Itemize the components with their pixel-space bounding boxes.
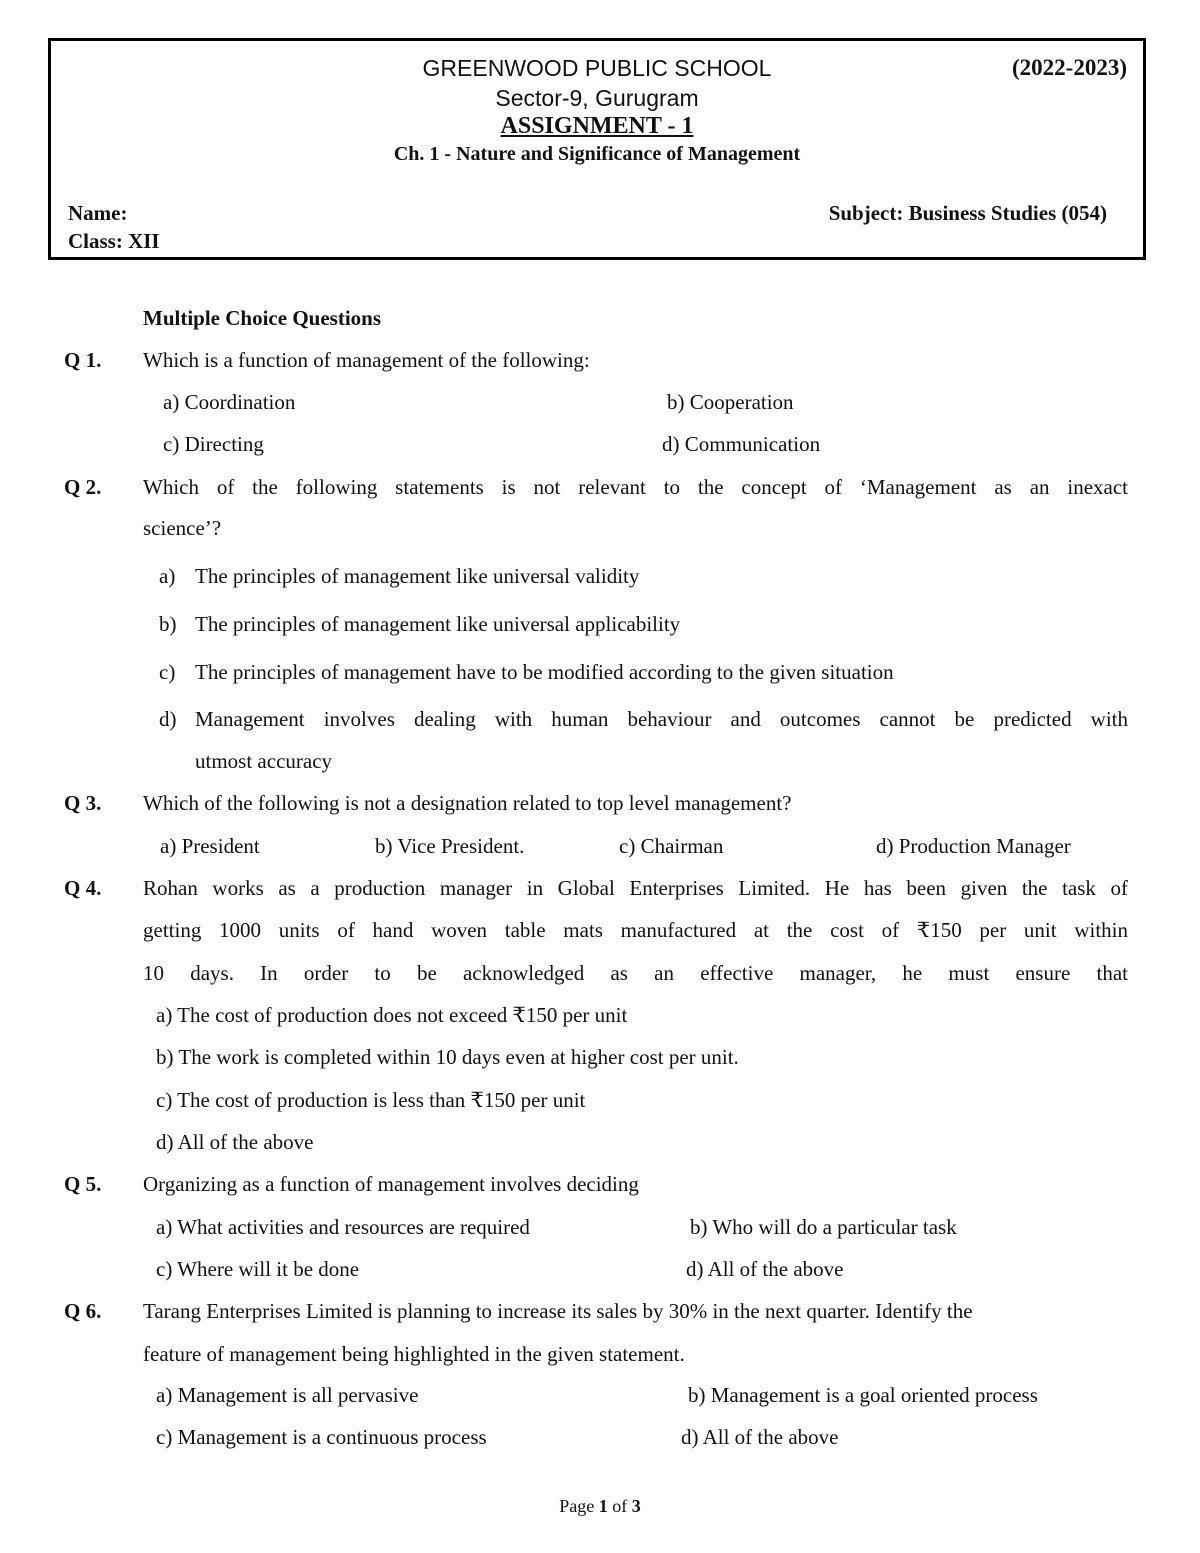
- option: a) Management is all pervasive: [156, 1383, 419, 1407]
- page-number: 1: [598, 1496, 608, 1516]
- option: a) The cost of production does not exceed ₹150 per unit: [156, 1003, 628, 1027]
- option: c) Chairman: [619, 834, 724, 858]
- option: a) President: [160, 834, 260, 858]
- question-text: science’?: [143, 516, 222, 540]
- option: b) The work is completed within 10 days even at higher cost per unit.: [156, 1045, 739, 1069]
- option-label: a): [159, 564, 176, 588]
- option: b) Who will do a particular task: [690, 1215, 957, 1239]
- assignment-title: ASSIGNMENT - 1: [500, 113, 694, 139]
- option-label: d): [159, 707, 177, 731]
- question-number: Q 4.: [64, 876, 102, 900]
- page-total: 3: [631, 1496, 641, 1516]
- page-word: Page: [559, 1496, 595, 1516]
- option: c) The cost of production is less than ₹150 per unit: [156, 1088, 586, 1112]
- option: d) All of the above: [686, 1257, 844, 1281]
- option: d) Production Manager: [876, 834, 1071, 858]
- question-text: Rohan works as a production manager in Global Enterprises Limited. He has been given the task of: [143, 876, 1128, 900]
- school-location: Sector-9, Gurugram: [495, 85, 699, 111]
- header-box: [48, 38, 1146, 260]
- question-number: Q 6.: [64, 1299, 102, 1323]
- question-text: Which of the following is not a designation related to top level management?: [143, 791, 792, 815]
- option: a) Coordination: [163, 390, 296, 414]
- question-text: Organizing as a function of management involves deciding: [143, 1172, 639, 1196]
- question-number: Q 2.: [64, 475, 102, 499]
- question-text: Which is a function of management of the following:: [143, 348, 590, 372]
- question-number: Q 3.: [64, 791, 102, 815]
- question-number: Q 1.: [64, 348, 102, 372]
- option: c) Management is a continuous process: [156, 1425, 487, 1449]
- option-text: The principles of management have to be modified according to the given situation: [195, 660, 894, 684]
- session-year: (2022-2023): [1012, 55, 1127, 80]
- option: b) Management is a goal oriented process: [688, 1383, 1038, 1407]
- school-name: GREENWOOD PUBLIC SCHOOL: [422, 55, 772, 81]
- option: d) All of the above: [681, 1425, 839, 1449]
- option: d) All of the above: [156, 1130, 314, 1154]
- option-text: The principles of management like universal validity: [195, 564, 640, 588]
- option: c) Where will it be done: [156, 1257, 360, 1281]
- question-number: Q 5.: [64, 1172, 102, 1196]
- question-text: Which of the following statements is not relevant to the concept of ‘Management as an inexact: [143, 475, 1128, 499]
- of-word: of: [612, 1496, 628, 1516]
- subject-label: Subject: Business Studies (054): [828, 201, 1107, 225]
- option: a) What activities and resources are required: [156, 1215, 530, 1239]
- question-text: Tarang Enterprises Limited is planning to increase its sales by 30% in the next quarter. Identify the: [143, 1299, 973, 1323]
- page-footer: [0, 1496, 1200, 1517]
- option-text: Management involves dealing with human behaviour and outcomes cannot be predicted with: [195, 707, 1128, 731]
- option-text: utmost accuracy: [195, 749, 333, 773]
- question-text: feature of management being highlighted in the given statement.: [143, 1342, 685, 1366]
- option-label: b): [159, 612, 177, 636]
- chapter-title: Ch. 1 - Nature and Significance of Management: [393, 143, 801, 165]
- option: b) Vice President.: [375, 834, 525, 858]
- name-label: Name:: [68, 201, 128, 225]
- option: b) Cooperation: [667, 390, 794, 414]
- question-text: 10 days. In order to be acknowledged as an effective manager, he must ensure that: [143, 961, 1128, 985]
- option: c) Directing: [163, 432, 264, 456]
- option-text: The principles of management like universal applicability: [195, 612, 681, 636]
- question-text: getting 1000 units of hand woven table mats manufactured at the cost of ₹150 per unit within: [143, 918, 1128, 942]
- section-title: Multiple Choice Questions: [143, 306, 382, 330]
- option: d) Communication: [662, 432, 821, 456]
- class-label: Class: XII: [68, 229, 160, 253]
- option-label: c): [159, 660, 176, 684]
